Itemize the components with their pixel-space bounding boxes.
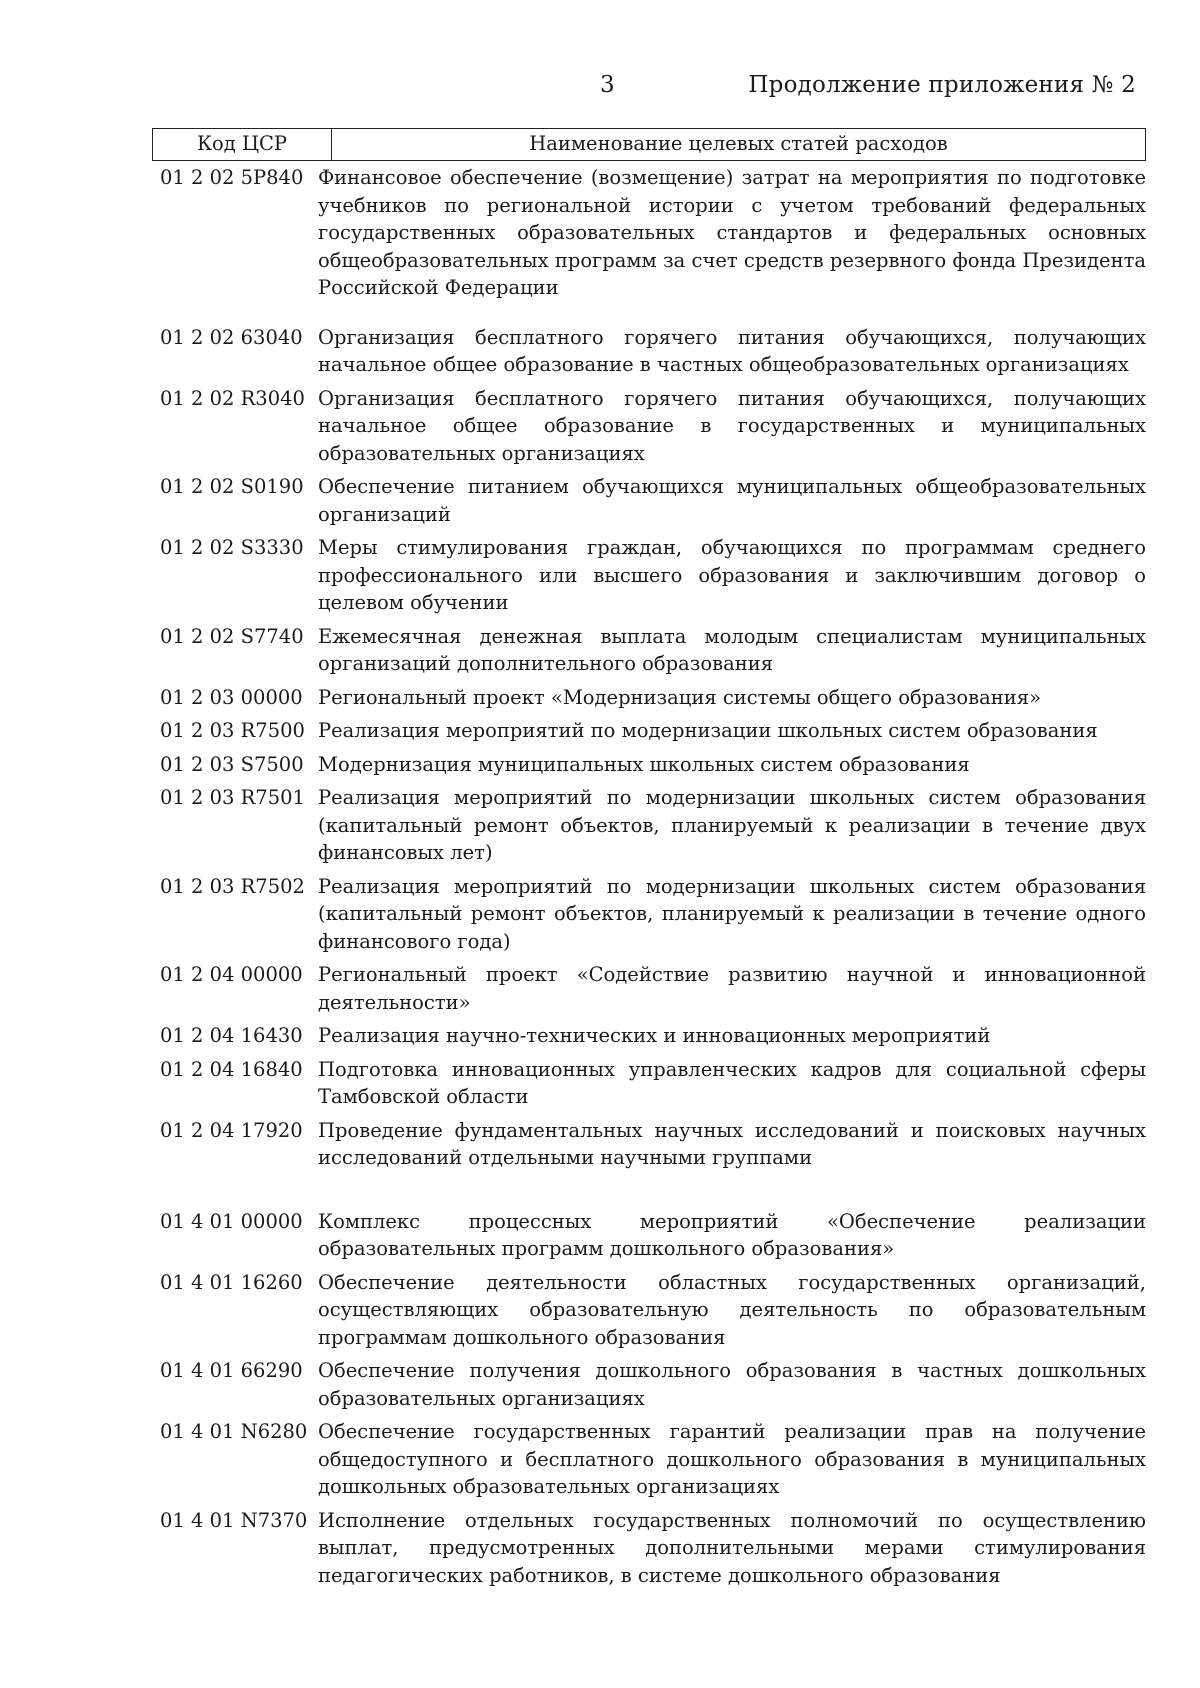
row-code: 01 2 04 17920	[160, 1118, 303, 1142]
row-code: 01 2 03 R7502	[160, 874, 305, 898]
row-name: Обеспечение государственных гарантий реализации прав на получение общедоступного и бесплатного дошкольного образования в муниципальных дошкольных образовательных организациях	[318, 1420, 1146, 1498]
row-code: 01 2 02 R3040	[160, 386, 305, 410]
row-name: Финансовое обеспечение (возмещение) затрат на мероприятия по подготовке учебников по региональной истории с учетом требований федеральных государственных образовательных стандартов и федеральных основных общеобразовательных программ за счет средств резервного фонда Президента Российской Федерации	[318, 166, 1146, 299]
page-number: 3	[600, 72, 615, 98]
row-name: Обеспечение питанием обучающихся муниципальных общеобразовательных организаций	[318, 475, 1146, 526]
appendix-continuation-label: Продолжение приложения № 2	[748, 72, 1136, 98]
table-row	[160, 961, 1146, 1016]
row-name: Проведение фундаментальных научных исследований и поисковых научных исследований отдельными научными группами	[318, 1118, 1146, 1169]
row-code: 01 2 04 16430	[160, 1024, 303, 1047]
row-name: Реализация мероприятий по модернизации школьных систем образования (капитальный ремонт объектов, планируемый к реализации в течение двух финансовых лет)	[318, 786, 1146, 864]
table-row	[160, 1507, 1146, 1590]
row-name: Реализация мероприятий по модернизации школьных систем образования (капитальный ремонт объектов, планируемый к реализации в течение одного финансового года)	[318, 874, 1146, 953]
row-code: 01 2 03 R7500	[160, 719, 305, 742]
table-row	[160, 1208, 1146, 1263]
row-code: 01 4 01 66290	[160, 1359, 303, 1382]
row-code: 01 2 02 S3330	[160, 536, 304, 559]
row-code: 01 2 02 63040	[160, 325, 303, 349]
row-name: Региональный проект «Содействие развитию научной и инновационной деятельности»	[318, 963, 1146, 1014]
row-code: 01 4 01 16260	[160, 1270, 303, 1294]
row-code: 01 2 02 S0190	[160, 475, 304, 498]
row-name: Реализация научно-технических и инновационных мероприятий	[318, 1024, 991, 1047]
table-row	[160, 473, 1146, 528]
row-name: Региональный проект «Модернизация системы общего образования»	[318, 685, 1041, 709]
row-name: Модернизация муниципальных школьных систем образования	[318, 752, 970, 776]
table-row	[160, 385, 1146, 468]
table-row	[160, 684, 1146, 712]
row-name: Подготовка инновационных управленческих кадров для социальной сферы Тамбовской области	[318, 1057, 1146, 1108]
row-code: 01 2 04 16840	[160, 1057, 303, 1081]
table-row	[160, 1117, 1146, 1172]
table-row	[160, 534, 1146, 617]
row-name: Исполнение отдельных государственных полномочий по осуществлению выплат, предусмотренных дополнительными мерами стимулирования педагогических работников, в системе дошкольного образования	[318, 1508, 1146, 1587]
table-row	[160, 1022, 1146, 1050]
table-row	[160, 873, 1146, 956]
row-code: 01 2 02 S7740	[160, 624, 304, 648]
row-name: Обеспечение получения дошкольного образования в частных дошкольных образовательных организациях	[318, 1359, 1146, 1410]
row-name: Организация бесплатного горячего питания обучающихся, получающих начальное общее образование в государственных и муниципальных образовательных организациях	[318, 386, 1146, 465]
row-code: 01 2 03 R7501	[160, 786, 305, 809]
row-code: 01 2 03 00000	[160, 685, 303, 709]
row-code: 01 2 03 S7500	[160, 752, 304, 776]
table-row	[160, 1056, 1146, 1111]
table-row	[160, 717, 1146, 745]
row-name: Меры стимулирования граждан, обучающихся по программам среднего профессионального или высшего образования и заключившим договор о целевом обучении	[318, 536, 1146, 614]
row-code: 01 2 04 00000	[160, 963, 303, 986]
row-code: 01 4 01 N6280	[160, 1420, 308, 1443]
row-code: 01 4 01 00000	[160, 1209, 303, 1233]
row-name: Реализация мероприятий по модернизации школьных систем образования	[318, 719, 1098, 742]
table-header	[152, 128, 1146, 161]
column-header-name: Наименование целевых статей расходов	[529, 132, 948, 155]
table-row	[160, 784, 1146, 867]
column-header-code: Код ЦСР	[153, 129, 332, 160]
table-row	[160, 1357, 1146, 1412]
table-row	[160, 623, 1146, 678]
row-name: Комплекс процессных мероприятий «Обеспечение реализации образовательных программ дошкольного образования»	[318, 1209, 1146, 1260]
row-name: Обеспечение деятельности областных государственных организаций, осуществляющих образовательную деятельность по образовательным программам дошкольного образования	[318, 1270, 1146, 1349]
row-code: 01 4 01 N7370	[160, 1508, 308, 1532]
table-row	[160, 1269, 1146, 1352]
table-row	[160, 324, 1146, 379]
row-code: 01 2 02 5Р840	[160, 166, 304, 189]
expense-items-table	[160, 164, 1146, 1595]
table-row	[160, 164, 1146, 302]
row-name: Ежемесячная денежная выплата молодым специалистам муниципальных организаций дополнительного образования	[318, 624, 1146, 675]
table-row	[160, 1418, 1146, 1501]
table-row	[160, 751, 1146, 779]
row-name: Организация бесплатного горячего питания обучающихся, получающих начальное общее образование в частных общеобразовательных организациях	[318, 325, 1146, 376]
